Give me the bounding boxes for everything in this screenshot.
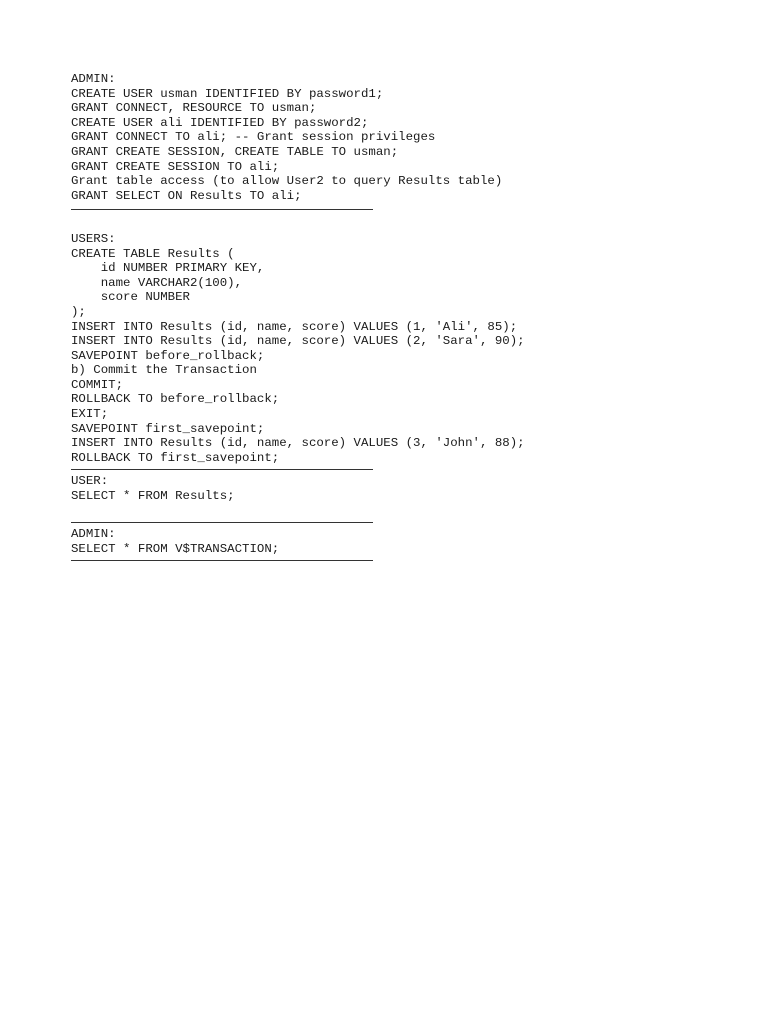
code-line: id NUMBER PRIMARY KEY,	[71, 261, 265, 276]
users-section	[71, 232, 711, 466]
code-line: GRANT CONNECT, RESOURCE TO usman;	[71, 101, 317, 116]
horizontal-rule	[71, 469, 373, 470]
admin-section	[71, 72, 711, 203]
code-line: CREATE TABLE Results (	[71, 246, 235, 261]
code-line: score NUMBER	[71, 290, 190, 305]
section-heading: USERS:	[71, 231, 116, 246]
user-section	[71, 474, 711, 503]
code-line: SAVEPOINT first_savepoint;	[71, 421, 265, 436]
code-line: EXIT;	[71, 407, 109, 422]
code-line: SAVEPOINT before_rollback;	[71, 348, 265, 363]
code-line: );	[71, 304, 86, 319]
blank-line	[71, 217, 711, 232]
section-heading: ADMIN:	[71, 72, 116, 86]
code-line: SELECT * FROM Results;	[71, 489, 235, 504]
horizontal-rule	[71, 209, 373, 210]
code-line: INSERT INTO Results (id, name, score) VALUES (3, 'John', 88);	[71, 436, 525, 451]
code-line: GRANT CREATE SESSION TO ali;	[71, 159, 280, 174]
code-line: COMMIT;	[71, 377, 124, 392]
code-line: b) Commit the Transaction	[71, 363, 257, 378]
code-line: GRANT SELECT ON Results TO ali;	[71, 188, 302, 203]
code-line: ROLLBACK TO before_rollback;	[71, 392, 280, 407]
code-line: CREATE USER usman IDENTIFIED BY password1;	[71, 86, 384, 101]
code-line: GRANT CREATE SESSION, CREATE TABLE TO usman;	[71, 144, 399, 159]
code-line: ROLLBACK TO first_savepoint;	[71, 450, 280, 465]
admin-section-2	[71, 527, 711, 556]
horizontal-rule	[71, 522, 373, 523]
document-page	[71, 72, 711, 565]
code-line: Grant table access (to allow User2 to query Results table)	[71, 174, 503, 189]
code-line: name VARCHAR2(100),	[71, 275, 243, 290]
code-line: SELECT * FROM V$TRANSACTION;	[71, 541, 280, 556]
code-line: GRANT CONNECT TO ali; -- Grant session privileges	[71, 130, 436, 145]
section-heading: ADMIN:	[71, 527, 116, 542]
blank-line	[71, 504, 711, 519]
code-line: CREATE USER ali IDENTIFIED BY password2;	[71, 115, 369, 130]
code-line: INSERT INTO Results (id, name, score) VALUES (1, 'Ali', 85);	[71, 319, 518, 334]
code-line: INSERT INTO Results (id, name, score) VALUES (2, 'Sara', 90);	[71, 334, 525, 349]
section-heading: USER:	[71, 474, 109, 489]
horizontal-rule	[71, 560, 373, 561]
